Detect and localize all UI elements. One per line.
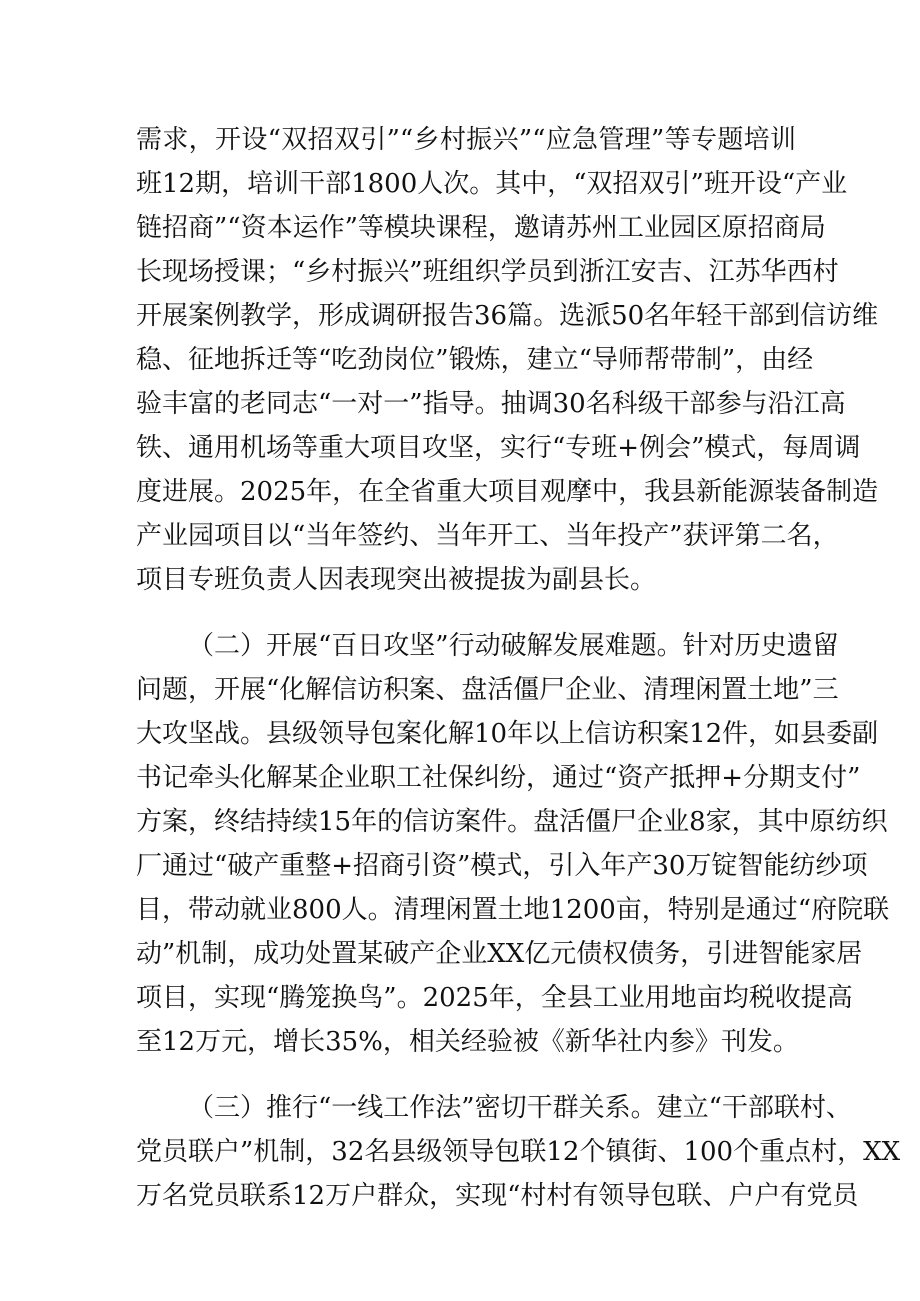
text-line: 厂通过“破产重整+招商引资”模式，引入年产30万锭智能纺纱项	[136, 851, 868, 881]
text-line: 动”机制，成功处置某破产企业XX亿元债权债务，引进智能家居	[136, 939, 863, 969]
text-line: 铁、通用机场等重大项目攻坚，实行“专班+例会”模式，每周调	[136, 433, 861, 463]
text-line: 链招商”“资本运作”等模块课程，邀请苏州工业园区原招商局	[136, 213, 826, 243]
text-line: 班12期，培训干部1800人次。其中，“双招双引”班开设“产业	[136, 169, 848, 199]
text-line: 党员联户”机制，32名县级领导包联12个镇街、100个重点村，XX	[136, 1137, 901, 1167]
text-line: 方案，终结持续15年的信访案件。盘活僵尸企业8家，其中原纺织	[136, 807, 888, 837]
text-line: 书记牵头化解某企业职工社保纠纷，通过“资产抵押+分期支付”	[136, 763, 861, 793]
text-line: 需求，开设“双招双引”“乡村振兴”“应急管理”等专题培训	[136, 125, 796, 155]
document-body	[136, 118, 901, 1218]
text-line: 目，带动就业800人。清理闲置土地1200亩，特别是通过“府院联	[136, 895, 890, 925]
text-line: 大攻坚战。县级领导包案化解10年以上信访积案12件，如县委副	[136, 719, 879, 749]
text-line: 度进展。2025年，在全省重大项目观摩中，我县新能源装备制造	[136, 477, 879, 507]
text-line: 产业园项目以“当年签约、当年开工、当年投产”获评第二名，	[136, 521, 839, 551]
text-line: 项目专班负责人因表现突出被提拔为副县长。	[136, 565, 657, 595]
text-line: 开展案例教学，形成调研报告36篇。选派50名年轻干部到信访维	[136, 301, 879, 331]
text-line: 验丰富的老同志“一对一”指导。抽调30名科级干部参与沿江高	[136, 389, 846, 419]
text-line: 问题，开展“化解信访积案、盘活僵尸企业、清理闲置土地”三	[136, 675, 839, 705]
section-heading-line: （三）推行“一线工作法”密切干群关系。建立“干部联村、	[188, 1093, 852, 1123]
section-heading-line: （二）开展“百日攻坚”行动破解发展难题。针对历史遗留	[188, 631, 839, 661]
paragraph-gap	[136, 602, 796, 624]
text-line: 项目，实现“腾笼换鸟”。2025年，全县工业用地亩均税收提高	[136, 983, 853, 1013]
text-line: 至12万元，增长35%，相关经验被《新华社内参》刊发。	[136, 1027, 799, 1057]
text-line: 长现场授课；“乡村振兴”班组织学员到浙江安吉、江苏华西村	[136, 257, 839, 287]
paragraph-gap	[136, 1064, 796, 1086]
text-line: 稳、征地拆迁等“吃劲岗位”锻炼，建立“导师帮带制”，由经	[136, 345, 814, 375]
text-line: 万名党员联系12万户群众，实现“村村有领导包联、户户有党员	[136, 1181, 859, 1211]
